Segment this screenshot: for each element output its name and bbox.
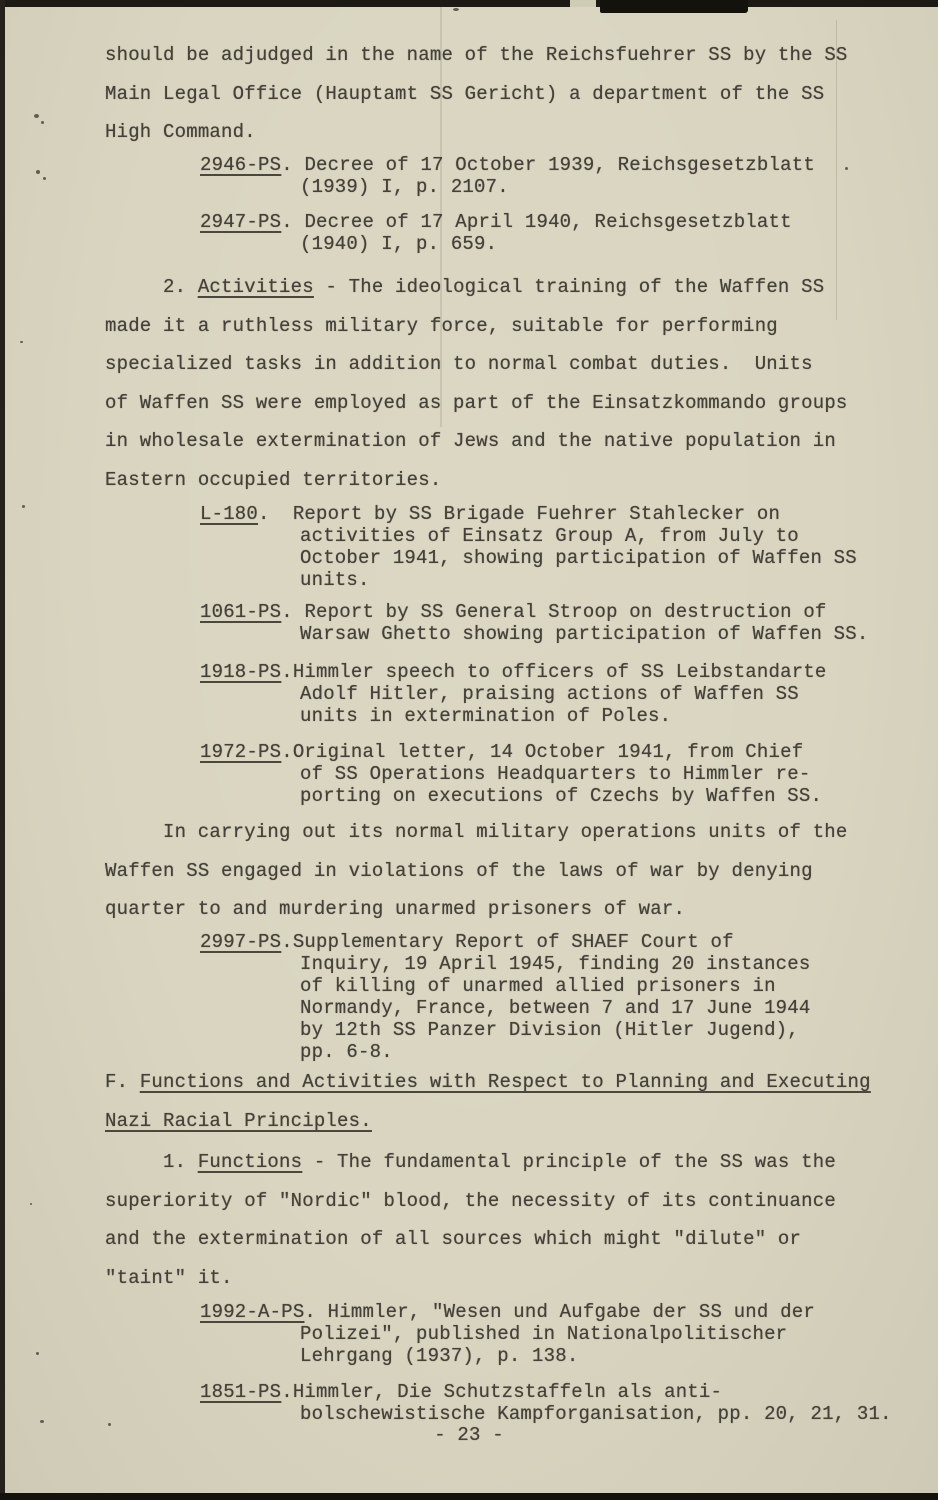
citation-text: Decree of 17 April 1940, Reichsgesetzblatt [304,211,792,233]
citation-text: Decree of 17 October 1939, Reichsgesetzblatt [304,154,815,176]
ink-speck [40,1420,44,1423]
text-line: made it a ruthless military force, suitable for performing [105,314,778,337]
citation-text: Supplementary Report of SHAEF Court of [292,931,734,953]
citation-1972-ps [105,741,895,807]
text-line: (1939) I, p. 2107. [300,176,509,198]
citation-text: Himmler, "Wesen und Aufgabe der SS und der [327,1301,815,1323]
text-line: Lehrgang (1937), p. 138. [300,1345,579,1367]
text-line: In carrying out its normal military operations units of the [163,821,848,843]
item-number: 2. [163,276,198,298]
ink-speck [43,177,46,180]
text-line: quarter to and murdering unarmed prisoners of war. [105,898,686,920]
exhibit-number: 2997-PS [200,931,282,953]
exhibit-number: L-180 [200,503,259,525]
separator: . [281,154,305,176]
text-line: of Waffen SS were employed as part of the Einsatzkommando groups [105,391,848,414]
citation-text: Report by SS Brigade Fuehrer Stahlecker on [292,503,781,525]
separator: . [304,1301,328,1323]
citation-1992-a-ps [105,1301,895,1367]
paragraph-text: - The ideological training of the Waffen SS [313,276,825,298]
text-line: specialized tasks in addition to normal combat duties. Units [105,353,813,375]
exhibit-number: 1972-PS [200,741,282,763]
text-line: "taint" it. [105,1266,233,1289]
scan-edge-top [0,0,938,7]
paragraph-carrying-out [105,813,895,929]
citation-l-180 [105,503,895,591]
citation-1918-ps [105,661,895,727]
text-line [105,1381,895,1403]
text-line: of killing of unarmed allied prisoners in [300,975,776,997]
ink-speck [22,505,25,508]
page-number [0,1424,938,1446]
text-line: in wholesale extermination of Jews and the native population in [105,430,836,452]
citation-1061-ps [105,601,895,645]
text-line [105,661,895,683]
citation-text: Report by SS General Stroop on destruction of [304,601,827,623]
text-line: and the extermination of all sources which might "dilute" or [105,1228,802,1250]
ink-speck [20,341,23,343]
separator: . [281,741,293,763]
text-line [105,503,895,525]
text-line: units. [300,569,370,591]
ink-speck [34,114,39,118]
text-line: porting on executions of Czechs by Waffen SS. [300,785,823,807]
exhibit-number: 1851-PS [200,1381,282,1403]
separator: . [258,503,293,525]
text-line: Warsaw Ghetto showing participation of Waffen SS. [300,623,869,645]
inline-heading: Functions [197,1151,303,1173]
text-line: Adolf Hitler, praising actions of Waffen SS [300,683,799,705]
exhibit-number: 1061-PS [200,601,282,623]
separator: . [281,211,305,233]
section-title: Functions and Activities with Respect to Planning and Executing [139,1071,871,1093]
text-line: activities of Einsatz Group A, from July to [300,525,799,547]
text-line [105,1301,895,1323]
scan-edge-top-blob [600,0,748,13]
text-line: units in extermination of Poles. [300,705,672,727]
text-line [105,1063,895,1102]
text-line: should be adjudged in the name of the Reichsfuehrer SS by the SS [105,44,848,66]
text-line [105,268,895,307]
paragraph-continuation [105,36,895,152]
text-line: bolschewistische Kampforganisation, pp. 20, 21, 31. [300,1403,892,1425]
exhibit-number: 2946-PS [200,154,282,176]
text-line [105,211,895,233]
text-line: Inquiry, 19 April 1945, finding 20 instances [300,953,811,975]
text-line [105,1143,895,1182]
text-line [105,741,895,763]
scan-edge-bottom [0,1493,938,1500]
ink-speck [41,121,44,124]
text-line: by 12th SS Panzer Division (Hitler Jugend), [300,1019,799,1041]
citation-2947-ps [105,211,895,255]
text-line: - 23 - [434,1424,504,1446]
ink-speck [36,1352,39,1355]
citation-1851-ps [105,1381,895,1425]
text-line: Polizei", published in Nationalpolitischer [300,1323,788,1345]
scan-edge-left [0,0,5,1500]
section-heading-f [105,1063,895,1140]
separator: . [281,601,305,623]
section-title: Nazi Racial Principles. [105,1109,372,1132]
ink-speck [453,8,459,11]
text-line [105,1102,895,1141]
citation-2997-ps [105,931,895,1063]
citation-2946-ps [105,154,895,198]
text-line [105,601,895,623]
text-line: High Command. [105,121,256,143]
text-line: Waffen SS engaged in violations of the laws of war by denying [105,859,813,882]
exhibit-number: 1918-PS [200,661,282,683]
text-line [105,931,895,953]
scan-edge-top-gap [570,0,596,7]
paragraph-functions [105,1143,895,1297]
item-number: 1. [163,1151,198,1173]
text-line [105,154,895,176]
separator: . [281,661,293,683]
citation-text: Himmler, Die Schutzstaffeln als anti- [292,1381,723,1403]
separator: . [281,931,293,953]
ink-speck [36,170,40,174]
exhibit-number: 1992-A-PS [200,1301,305,1323]
citation-text: Himmler speech to officers of SS Leibstandarte [292,661,827,683]
exhibit-number: 2947-PS [200,211,282,233]
section-letter: F. [105,1071,140,1093]
citation-text: Original letter, 14 October 1941, from Chief [292,741,804,763]
text-line: Normandy, France, between 7 and 17 June 1944 [300,997,811,1019]
text-line: superiority of "Nordic" blood, the necessity of its continuance [105,1189,836,1212]
text-line: Eastern occupied territories. [105,468,442,491]
text-line: of SS Operations Headquarters to Himmler re- [300,763,811,785]
text-line: Main Legal Office (Hauptamt SS Gericht) a department of the SS [105,82,825,105]
paragraph-activities [105,268,895,499]
text-line: (1940) I, p. 659. [300,233,498,255]
ink-speck [30,1203,32,1205]
paragraph-text: - The fundamental principle of the SS was the [302,1151,836,1173]
text-line: October 1941, showing participation of Waffen SS [300,547,857,569]
inline-heading: Activities [197,276,314,298]
separator: . [281,1381,293,1403]
text-line: pp. 6-8. [300,1041,393,1063]
